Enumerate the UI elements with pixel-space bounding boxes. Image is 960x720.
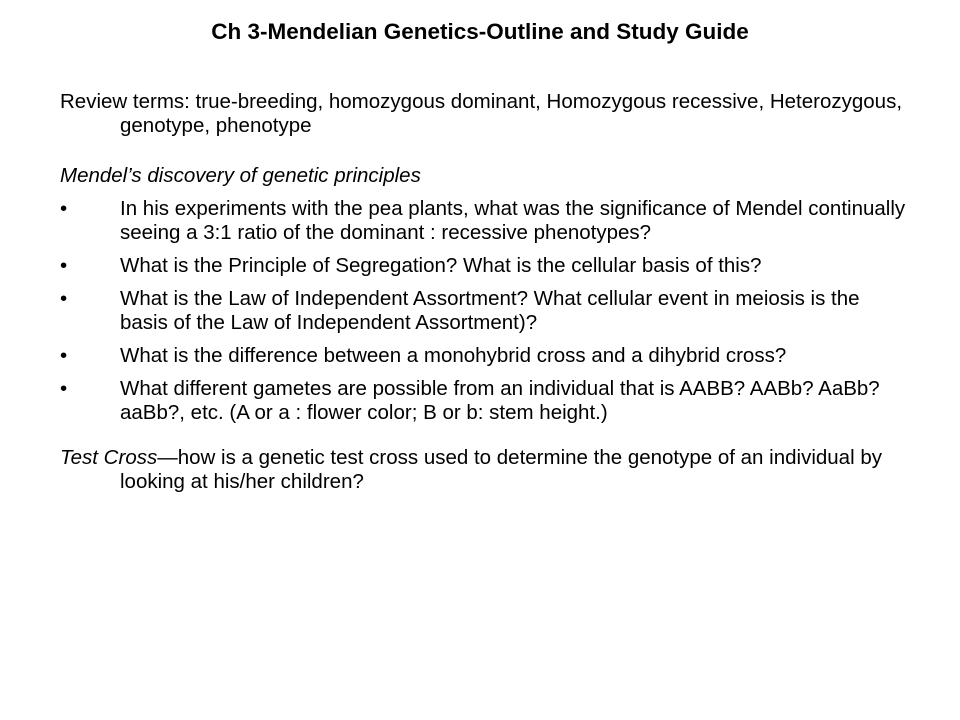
section-heading: Mendel’s discovery of genetic principles [60, 164, 421, 187]
question-text: What is the Law of Independent Assortment? What cellular event in meiosis is the basis of the Law of Independent Assortment)? [120, 287, 860, 334]
bullet-icon: • [60, 287, 68, 310]
question-text: In his experiments with the pea plants, what was the significance of Mendel continually seeing a 3:1 ratio of the dominant : recessive phenotypes? [120, 197, 906, 244]
question-text: What is the Principle of Segregation? What is the cellular basis of this? [120, 254, 762, 277]
bullet-icon: • [60, 254, 68, 277]
test-cross-label: Test Cross [60, 446, 158, 469]
test-cross-text: —how is a genetic test cross used to determine the genotype of an individual by looking at his/her children? [120, 446, 882, 493]
test-cross-paragraph [60, 446, 910, 494]
list-item [60, 287, 910, 335]
bullet-icon: • [60, 377, 68, 400]
review-terms: Review terms: true-breeding, homozygous dominant, Homozygous recessive, Heterozygous, genotype, phenotype [60, 90, 903, 137]
bullet-icon: • [60, 197, 68, 220]
page-title: Ch 3-Mendelian Genetics-Outline and Study Guide [211, 19, 749, 44]
question-text: What is the difference between a monohybrid cross and a dihybrid cross? [120, 344, 787, 367]
list-item [60, 197, 910, 245]
list-item [60, 377, 910, 425]
question-list [60, 197, 910, 425]
question-text: What different gametes are possible from an individual that is AABB? AABb? AaBb? aaBb?, etc. (A or a : flower color; B or b: stem height.) [120, 377, 880, 424]
list-item [60, 344, 910, 368]
slide-content [60, 90, 910, 494]
bullet-icon: • [60, 344, 68, 367]
list-item [60, 254, 910, 278]
